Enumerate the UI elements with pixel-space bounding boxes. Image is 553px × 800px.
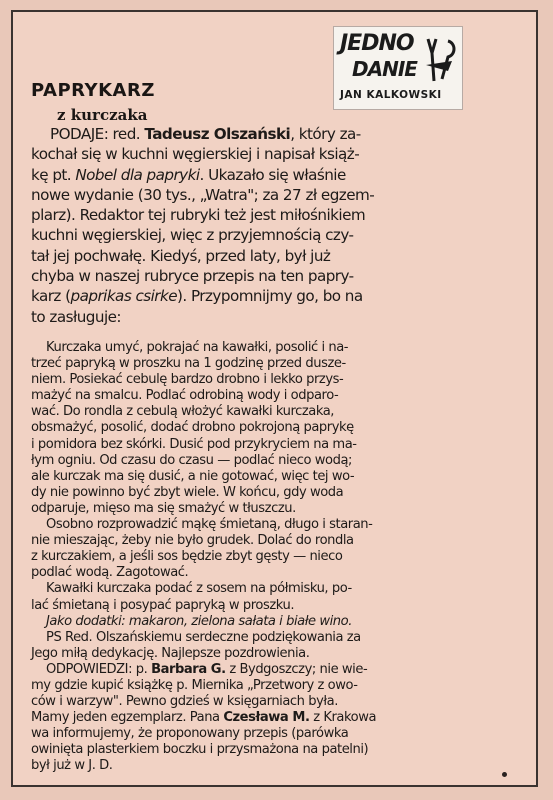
article-subtitle: z kurczaka <box>57 106 148 124</box>
text-line: kę pt. Nobel dla papryki. Ukazało się właśnie <box>31 165 346 184</box>
article-title: PAPRYKARZ <box>31 80 155 101</box>
end-mark <box>502 772 507 777</box>
reader-name: Barbara G. <box>151 661 226 677</box>
text-line: to zasługuje: <box>31 307 122 326</box>
text-line: Osobno rozprowadzić mąkę śmietaną, długo i staran- <box>46 517 373 533</box>
dish-name: paprikas csirke <box>70 287 178 306</box>
text-line: chyba w naszej rubryce przepis na ten papry- <box>31 267 354 286</box>
text-line: kuchni węgierskiej, więc z przyjemnością czy- <box>31 226 354 245</box>
recipe-body <box>31 340 531 775</box>
logo-word-jedno: JEDNO <box>340 31 414 56</box>
book-title: Nobel dla papryki <box>75 165 200 184</box>
text-line: Kurczaka umyć, pokrajać na kawałki, posolić i na- <box>46 340 349 355</box>
text-line: wa informujemy, że proponowany przepis (parówka <box>31 726 349 742</box>
logo-word-danie: DANIE <box>352 57 417 81</box>
text-line: ców i warzyw". Pewno gdzieś w księgarniach była. <box>31 694 338 710</box>
text-line: my gdzie kupić książkę p. Miernika „Przetwory z owo- <box>31 677 358 693</box>
reader-name: Czesława M. <box>223 710 310 726</box>
newspaper-clipping <box>11 10 538 787</box>
text-line: odparuje, mięso ma się smażyć w tłuszczu. <box>31 500 296 516</box>
text-line: PODAJE: red. Tadeusz Olszański, który za- <box>50 125 361 143</box>
author-name: Tadeusz Olszański <box>144 125 291 143</box>
text-line: tał jej pochwałę. Kiedyś, przed laty, był już <box>31 246 331 265</box>
text-line: mażyć na smalcu. Podlać odrobiną wody i odparo- <box>31 388 339 404</box>
text-line: karz (paprikas csirke). Przypomnijmy go, bo na <box>31 287 363 306</box>
answers-label: ODPOWIEDZI: <box>46 661 133 677</box>
logo-author: JAN KALKOWSKI <box>340 89 442 101</box>
text-line: kochał się w kuchni węgierskiej i napisał książ- <box>31 145 360 164</box>
text-line: ODPOWIEDZI: p. Barbara G. z Bydgoszczy; nie wie- <box>46 661 368 677</box>
text-line: wać. Do rondla z cebulą włożyć kawałki kurczaka, <box>31 404 335 420</box>
text-line: PS Red. Olszańskiemu serdeczne podziękowania za <box>46 629 361 645</box>
text-line: nie mieszając, żeby nie było grudek. Dolać do rondla <box>31 533 354 549</box>
text-line: Jego miłą dedykację. Najlepsze pozdrowienia. <box>31 645 310 661</box>
text-line: z kurczakiem, a jeśli sos będzie zbyt gęsty — nieco <box>31 549 343 565</box>
text-line: łym ogniu. Od czasu do czasu — podlać nieco wodą; <box>31 452 352 468</box>
text-line: Kawałki kurczaka podać z sosem na półmisku, po- <box>46 581 352 597</box>
text-line: plarz). Redaktor tej rubryki też jest miłośnikiem <box>31 206 366 225</box>
text-line: podlać wodą. Zagotować. <box>31 565 189 581</box>
text-line: niem. Posiekać cebulę bardzo drobno i lekko przys- <box>31 372 344 388</box>
side-dishes-label: Jako dodatki: <box>46 613 126 629</box>
text-line: był już w J. D. <box>31 758 113 774</box>
text-line: dy nie powinno być zbyt wiele. W końcu, gdy woda <box>31 484 344 500</box>
text-line: ale kurczak ma się dusić, a nie gotować, więc tej wo- <box>31 468 355 484</box>
text-line: obsmażyć, posolić, dodać drobno pokrojoną paprykę <box>31 420 354 436</box>
text-line: Mamy jeden egzemplarz. Pana Czesława M. z Krakowa <box>31 710 377 726</box>
text-line: trzeć papryką w proszku na 1 godzinę przed dusze- <box>31 356 346 372</box>
text-line: i pomidora bez skórki. Dusić pod przykryciem na ma- <box>31 436 357 452</box>
text-line: owinięta plasterkiem boczku i przysmażona na patelni) <box>31 742 369 758</box>
intro-paragraph <box>31 124 531 327</box>
fork-spoon-icon <box>422 37 456 83</box>
text-line: Jako dodatki: makaron, zielona sałata i białe wino. <box>46 613 352 629</box>
text-line: lać śmietaną i posypać papryką w proszku. <box>31 597 295 613</box>
text-line: nowe wydanie (30 tys., „Watra"; za 27 zł egzem- <box>31 185 375 204</box>
column-logo <box>333 26 463 110</box>
